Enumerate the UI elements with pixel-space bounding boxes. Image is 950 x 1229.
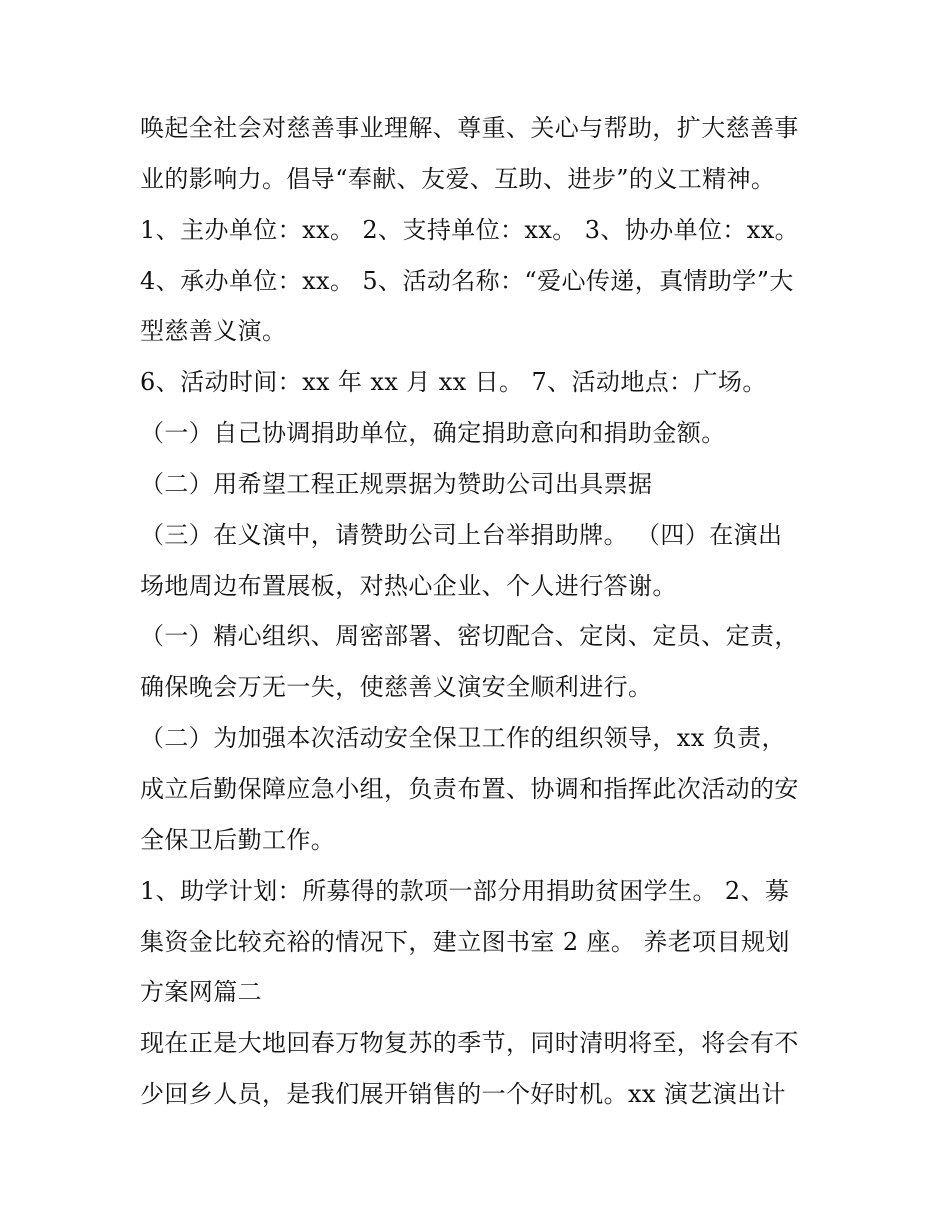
- text-line: 场地周边布置展板，对热心企业、个人进行答谢。: [140, 571, 677, 600]
- text-line: 少回乡人员，是我们展开销售的一个好时机。xx 演艺演出计: [140, 1080, 786, 1109]
- text-line: 6、活动时间：xx 年 xx 月 xx 日。 7、活动地点：广场。: [140, 368, 767, 397]
- text-line: （二）用希望工程正规票据为赞助公司出具票据: [140, 469, 653, 498]
- text-line: 现在正是大地回春万物复苏的季节，同时清明将至，将会有不: [140, 1029, 799, 1058]
- document-body: [140, 103, 830, 1120]
- text-line: 1、助学计划：所募得的款项一部分用捐助贫困学生。 2、募: [140, 876, 790, 905]
- text-line: 集资金比较充裕的情况下，建立图书室 2 座。 养老项目规划: [140, 927, 790, 956]
- text-line: （一）精心组织、周密部署、密切配合、定岗、定员、定责，: [140, 622, 799, 651]
- text-line: 确保晚会万无一失，使慈善义演安全顺利进行。: [140, 673, 653, 702]
- text-line: 4、承办单位：xx。 5、活动名称：“爱心传递，真情助学”大: [140, 266, 794, 295]
- text-line: 成立后勤保障应急小组，负责布置、协调和指挥此次活动的安: [140, 774, 799, 803]
- text-line: 业的影响力。倡导“奉献、友爱、互助、进步”的义工精神。: [140, 164, 776, 193]
- text-line: （一）自己协调捐助单位，确定捐助意向和捐助金额。: [140, 419, 726, 448]
- text-line: 全保卫后勤工作。: [140, 825, 336, 854]
- text-line: （三）在义演中，请赞助公司上台举捐助牌。 （四）在演出: [140, 520, 783, 549]
- text-line: 型慈善义演。: [140, 317, 287, 346]
- text-line: （二）为加强本次活动安全保卫工作的组织领导，xx 负责，: [140, 724, 786, 753]
- text-line: 方案网篇二: [140, 978, 262, 1007]
- text-line: 1、主办单位：xx。 2、支持单位：xx。 3、协办单位：xx。: [140, 215, 800, 244]
- text-line: 唤起全社会对慈善事业理解、尊重、关心与帮助，扩大慈善事: [140, 114, 799, 142]
